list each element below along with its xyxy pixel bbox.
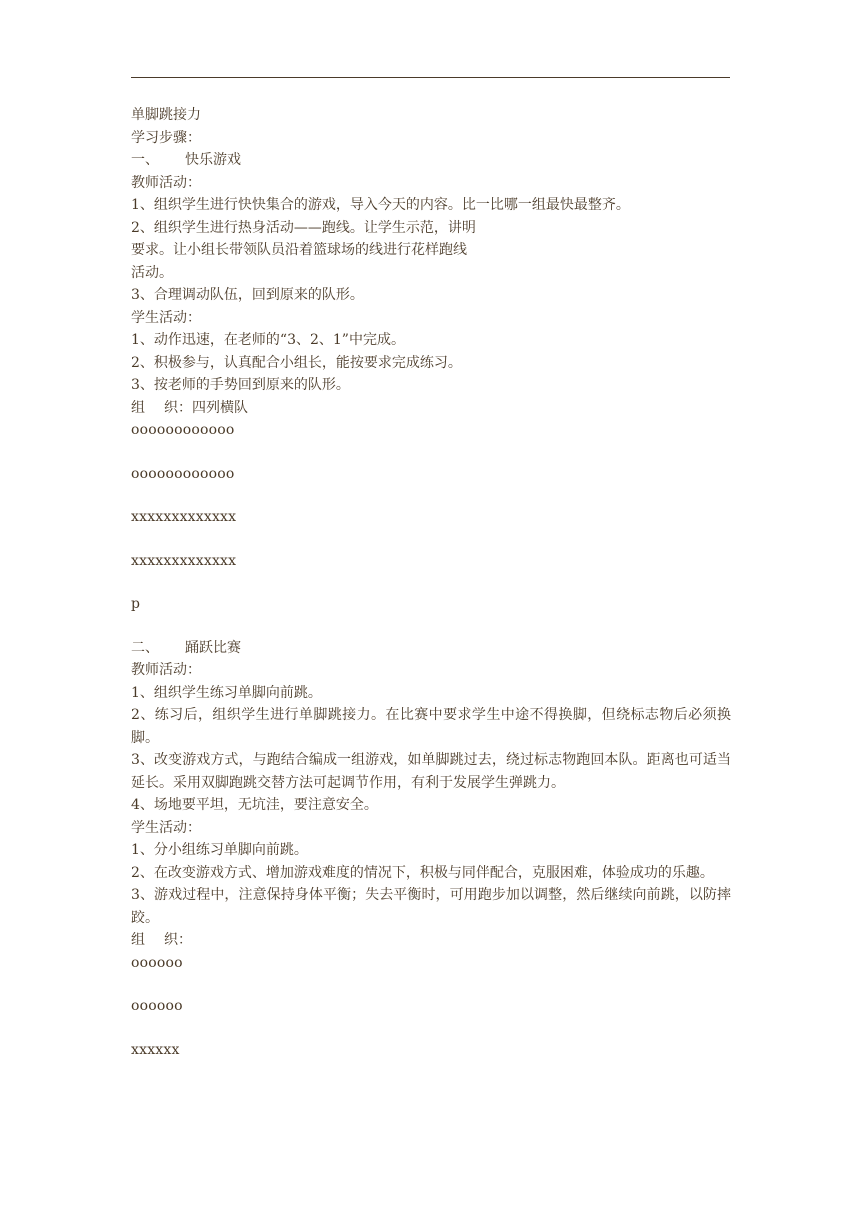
student-item: 1、动作迅速，在老师的“3、2、1”中完成。 xyxy=(131,332,405,348)
teacher-item-continued: 要求。让小组长带领队员沿着篮球场的线进行花样跑线 xyxy=(131,242,467,258)
formation-row: oooooooooooo xyxy=(131,422,235,438)
organization-label-b: 织：四列横队 xyxy=(164,399,248,416)
formation-row: xxxxxx xyxy=(131,1041,180,1058)
teacher-item: 2、组织学生进行热身活动——跑线。让学生示范，讲明 xyxy=(131,219,476,236)
organization-label-b: 织： xyxy=(164,932,192,948)
student-activity-label: 学生活动： xyxy=(131,819,201,836)
header-rule xyxy=(131,77,730,78)
organization-line xyxy=(131,929,731,952)
formation-row: oooooo xyxy=(131,954,183,971)
student-item: 3、游戏过程中，注意保持身体平衡；失去平衡时，可用跑步加以调整，然后继续向前跳，以防摔跤。 xyxy=(131,887,731,926)
student-item: 3、按老师的手势回到原来的队形。 xyxy=(131,377,350,393)
organization-label-a: 组 xyxy=(131,932,145,948)
section-2-title: 踊跃比赛 xyxy=(185,639,241,656)
section-2-number: 二、 xyxy=(131,639,159,656)
teacher-item: 3、合理调动队伍，回到原来的队形。 xyxy=(131,287,364,303)
teacher-item: 2、练习后，组织学生进行单脚跳接力。在比赛中要求学生中途不得换脚，但绕标志物后必须换脚。 xyxy=(131,707,731,746)
section-1-title: 快乐游戏 xyxy=(185,152,241,168)
formation-row: oooooo xyxy=(131,998,183,1014)
student-item: 2、在改变游戏方式、增加游戏难度的情况下，积极与同伴配合，克服困难，体验成功的乐趣。 xyxy=(131,864,714,881)
teacher-item: 3、改变游戏方式，与跑结合编成一组游戏，如单脚跳过去，绕过标志物跑回本队。距离也可适当延长。采用双脚跑跳交替方法可起调节作用，有利于发展学生弹跳力。 xyxy=(131,752,731,791)
document-body xyxy=(131,104,731,1061)
formation-row: oooooooooooo xyxy=(131,465,235,482)
student-item: 2、积极参与，认真配合小组长，能按要求完成练习。 xyxy=(131,354,462,371)
organization-line xyxy=(131,397,731,420)
formation-marker: p xyxy=(131,596,141,612)
document-title: 单脚跳接力 xyxy=(131,107,201,123)
section-1-number: 一、 xyxy=(131,152,159,168)
student-activity-label: 学生活动： xyxy=(131,309,201,326)
teacher-activity-label: 教师活动： xyxy=(131,174,201,191)
formation-row: xxxxxxxxxxxxx xyxy=(131,509,237,525)
formation-row: xxxxxxxxxxxxx xyxy=(131,552,237,569)
section-1-heading xyxy=(131,149,731,172)
student-item: 1、分小组练习单脚向前跳。 xyxy=(131,842,308,858)
teacher-item: 1、组织学生练习单脚向前跳。 xyxy=(131,684,322,701)
section-2-heading xyxy=(131,637,731,660)
teacher-item: 1、组织学生进行快快集合的游戏，导入今天的内容。比一比哪一组最快最整齐。 xyxy=(131,197,630,213)
teacher-activity-label: 教师活动： xyxy=(131,662,201,678)
steps-label: 学习步骤： xyxy=(131,129,201,146)
organization-label-a: 组 xyxy=(131,399,145,416)
teacher-item-continued: 活动。 xyxy=(131,264,173,281)
teacher-item: 4、场地要平坦，无坑洼，要注意安全。 xyxy=(131,797,378,813)
